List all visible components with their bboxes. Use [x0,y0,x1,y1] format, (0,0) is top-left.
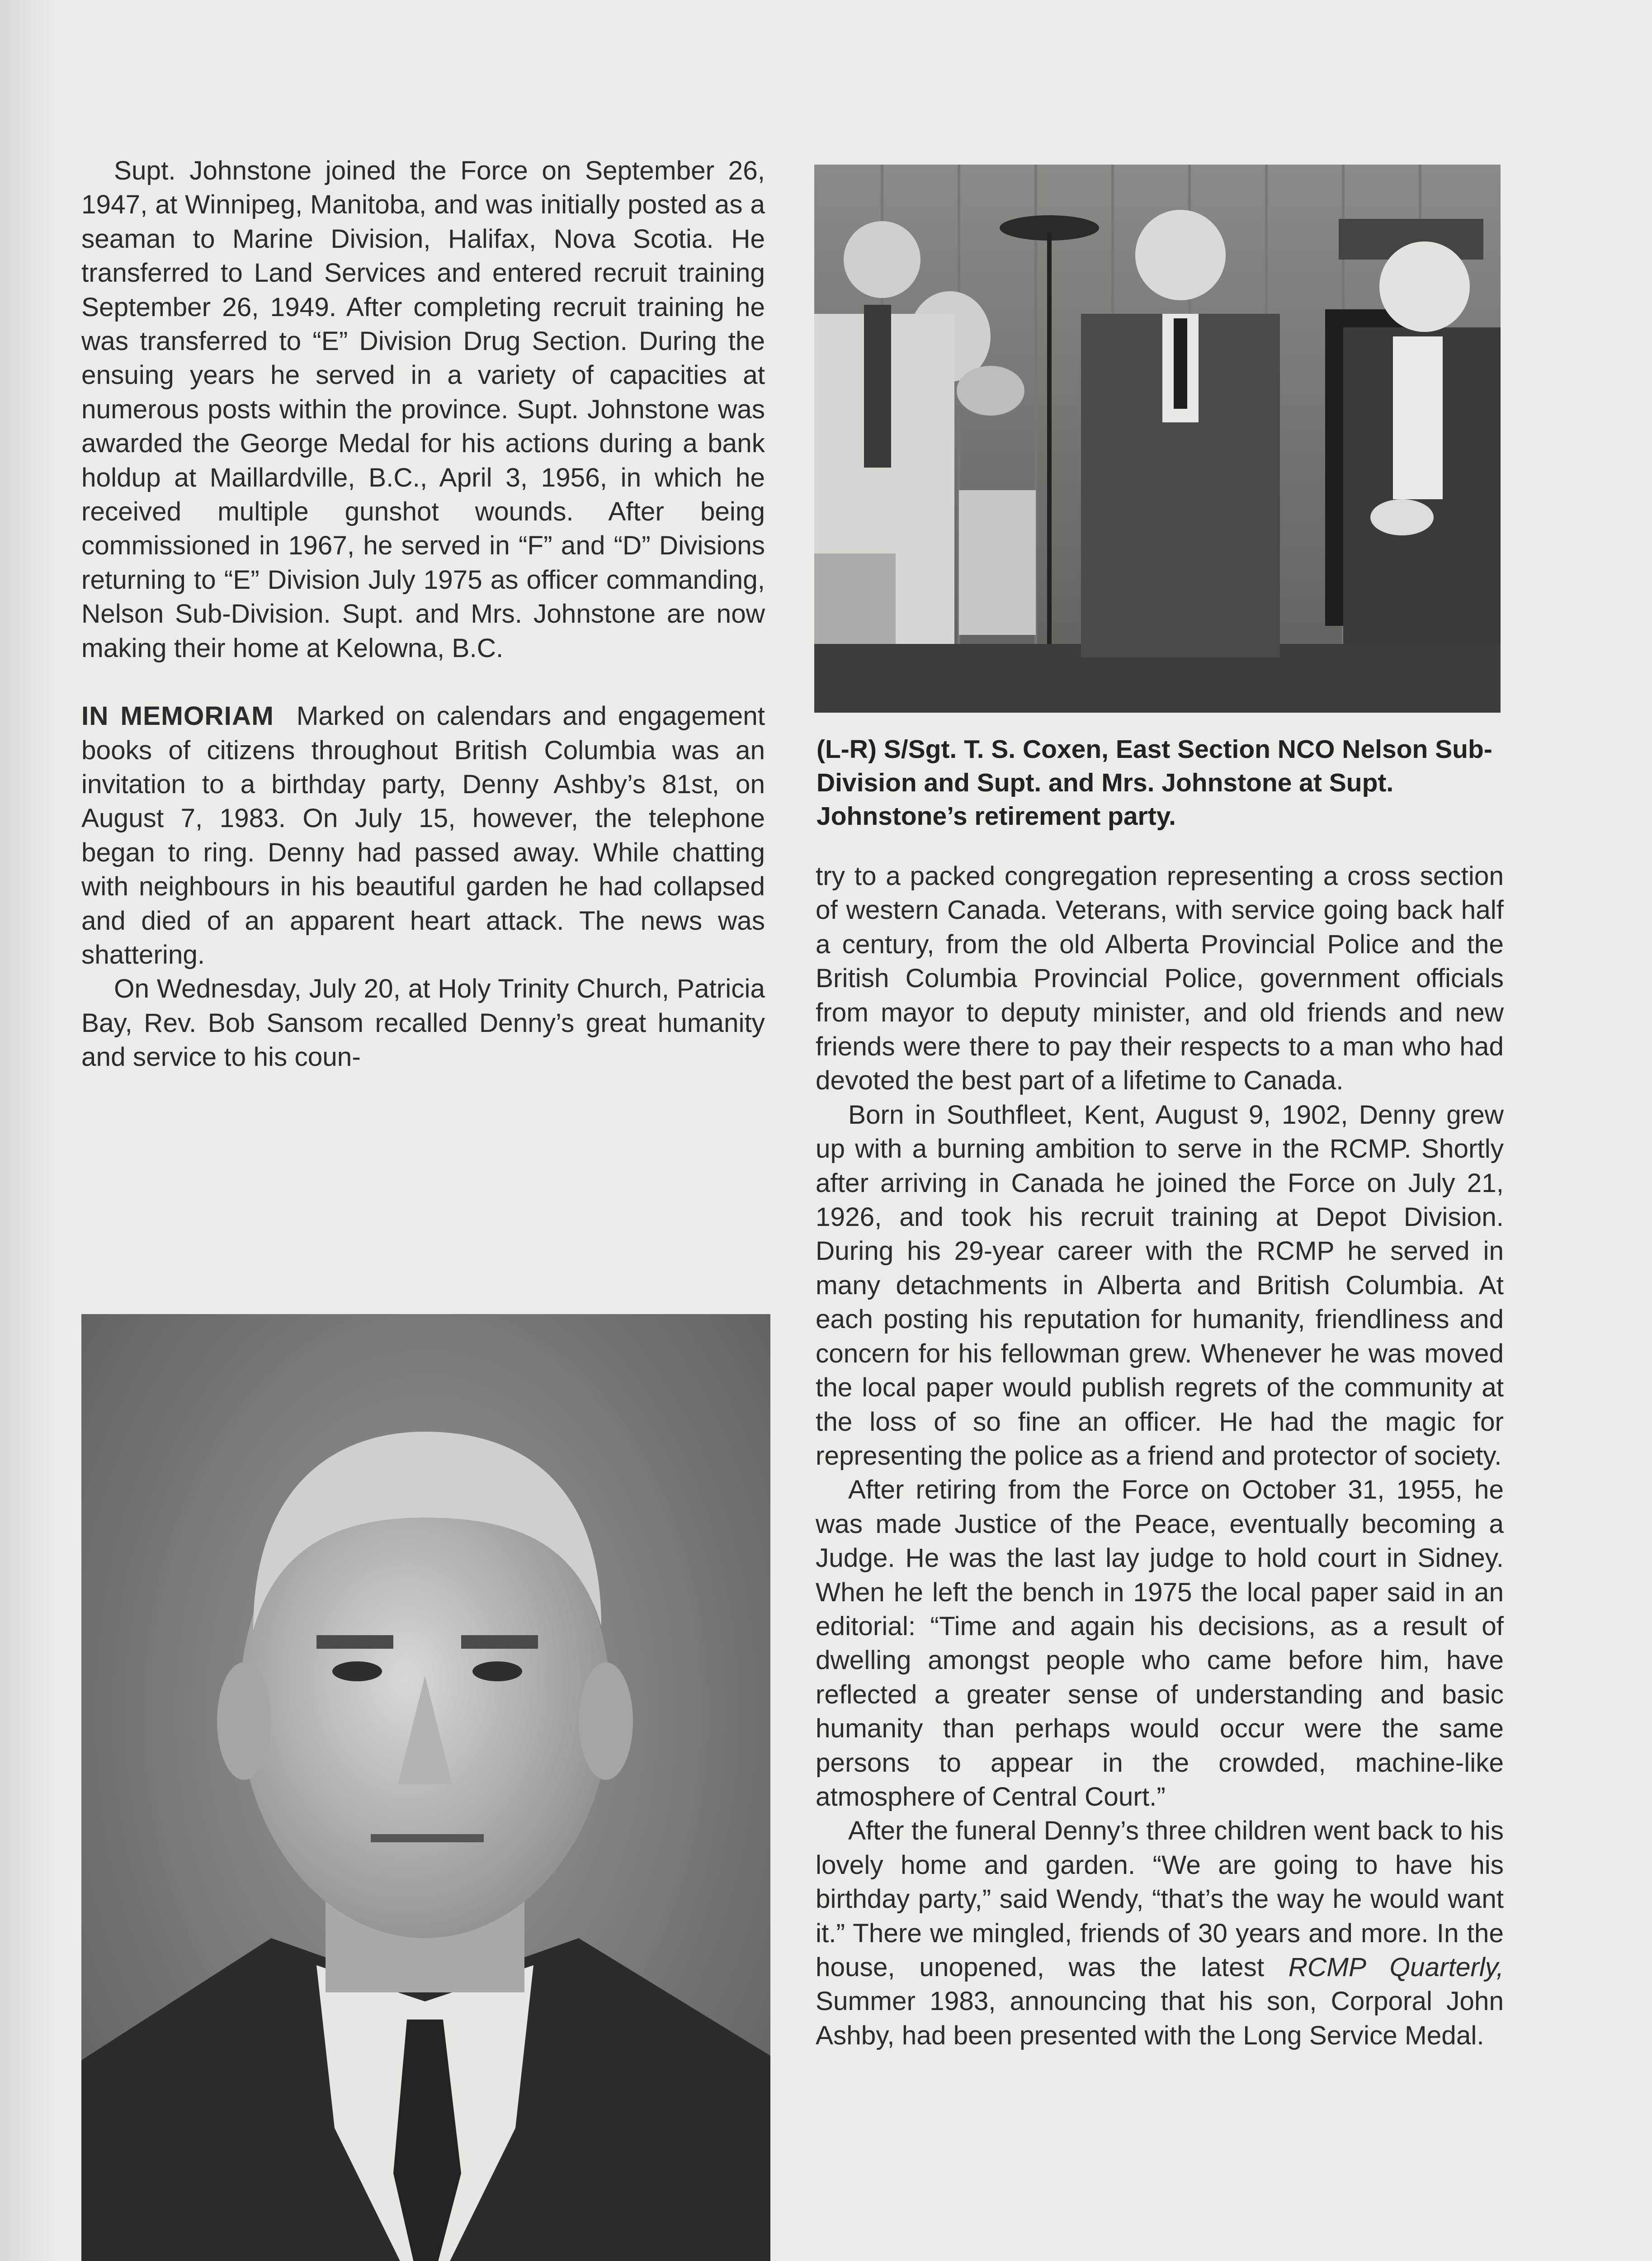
page-edge-shadow [0,0,54,2261]
left-column [81,154,765,1074]
right-paragraph-2: Born in Southfleet, Kent, August 9, 1902, Denny grew up with a burning ambition to serve in the RCMP. Shortly after arriving in Canada he joined the Force on July 21, 1926, and took his recruit training at Depot Division. During his 29-year career with the RCMP he served in many detachments in Alberta and British Columbia. At each posting his reputation for humanity, friendliness and concern for his fellowman grew. Whenever he was moved the local paper would publish regrets of the community at the loss of so fine an officer. He had the magic for representing the police as a friend and protector of society. [816,1100,1504,1471]
memoriam-text-1: Marked on calendars and engagement books of citizens throughout British Columbia was an invitation to a birthday party, Denny Ashby’s 81st, on August 7, 1983. On July 15, however, the telephone began to ring. Denny had passed away. While chatting with neighbours in his beautiful garden he had collapsed and died of an apparent heart attack. The news was shattering. [81,701,765,970]
retirement-party-photo [814,165,1501,713]
right-column [816,859,1504,2053]
retirement-party-illustration [814,165,1501,713]
retirement-photo-caption: (L-R) S/Sgt. T. S. Coxen, East Section NCO Nelson Sub-Division and Supt. and Mrs. Johnstone at Supt. Johnstone’s retirement party. [817,735,1492,831]
memoriam-paragraph-2: On Wednesday, July 20, at Holy Trinity Church, Patricia Bay, Rev. Bob Sansom recalled Denny’s great humanity and service to his coun- [81,974,765,1072]
right-paragraph-4 [816,1814,1504,2053]
quarterly-title: RCMP Quarterly, [1288,1953,1504,1982]
right-paragraph-4-start: After the funeral Denny’s three children went back to his lovely home and garden. “We are going to have his birthday party,” said Wendy, “that’s the way he would want it.” There we mingled, friends of 30 years and more. In the house, unopened, was the latest [816,1816,1504,1982]
right-paragraph-4-end: Summer 1983, announcing that his son, Corporal John Ashby, had been presented with the Long Service Medal. [816,1987,1504,2050]
right-paragraph-1: try to a packed congregation representing a cross section of western Canada. Veterans, with service going back half a century, from the old Alberta Provincial Police and the British Columbia Provincial Police, government officials from mayor to deputy minister, and old friends and new friends were there to pay their respects to a man who had devoted the best part of a lifetime to Canada. [816,861,1504,1096]
portrait-illustration [81,1314,770,2261]
johnstone-paragraph: Supt. Johnstone joined the Force on September 26, 1947, at Winnipeg, Manitoba, and was initially posted as a seaman to Marine Division, Halifax, Nova Scotia. He transferred to Land Services and entered recruit training September 26, 1949. After completing recruit training he was transferred to “E” Division Drug Section. During the ensuing years he served in a variety of capacities at numerous posts within the province. Supt. Johnstone was awarded the George Medal for his actions during a bank holdup at Maillardville, B.C., April 3, 1956, in which he received multiple gunshot wounds. After being commissioned in 1967, he served in “F” and “D” Divisions returning to “E” Division July 1975 as officer commanding, Nelson Sub-Division. Supt. and Mrs. Johnstone are now making their home at Kelowna, B.C. [81,156,765,663]
right-paragraph-3: After retiring from the Force on October 31, 1955, he was made Justice of the Peace, eventually becoming a Judge. He was the last lay judge to hold court in Sidney. When he left the bench in 1975 the local paper said in an editorial: “Time and again his decisions, as a result of dwelling amongst people who came before him, have reflected a greater sense of understanding and basic humanity than perhaps would occur were the same persons to appear in the crowded, machine-like atmosphere of Central Court.” [816,1475,1504,1812]
memoriam-paragraph-1 [81,699,765,972]
memoriam-heading: IN MEMORIAM [81,701,274,731]
ashby-portrait-photo [81,1314,770,2261]
